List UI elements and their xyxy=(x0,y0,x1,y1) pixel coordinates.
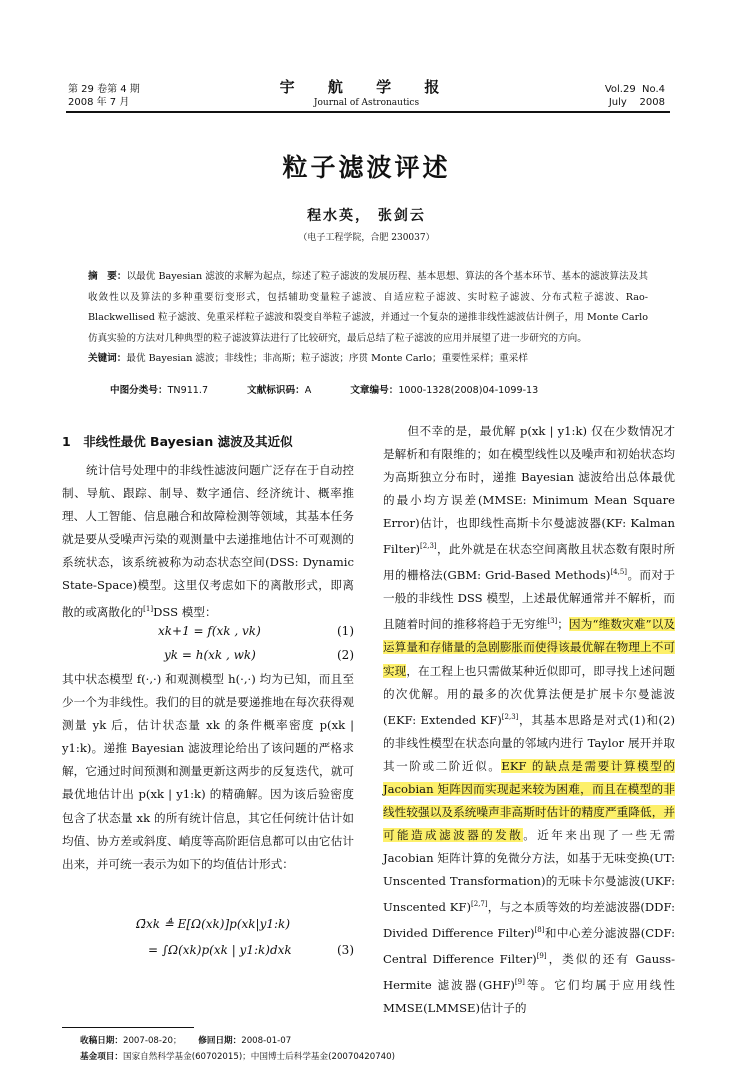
authors: 程水英， 张剑云 xyxy=(307,208,426,224)
received-label: 收稿日期： xyxy=(80,1036,123,1046)
equation-3 xyxy=(62,913,354,971)
affiliation: （电子工程学院，合肥 230037） xyxy=(298,233,435,243)
citation: [2,7] xyxy=(471,900,488,909)
right-column-text xyxy=(383,420,675,1020)
paragraph-text: 等。它们均属于应用线性 MMSE(LMMSE)估计子的 xyxy=(383,978,675,1016)
keywords-label: 关键词： xyxy=(88,353,127,364)
paragraph-text: 。近年来出现了一些无需 Jacobian 矩阵计算的免微分方法，如基于无味变换(UT: Unscented Transformation)的无味卡尔曼滤波(UKF: Unscented KF) xyxy=(383,828,675,915)
paragraph-text: 。而对于一般的非线性 DSS 模型，上述最优解通常并不解析，而且随着时间的推移将趋于无穷维 xyxy=(383,568,675,632)
revised-label: 修回日期： xyxy=(198,1036,242,1046)
equation-1-number: (1) xyxy=(337,624,354,638)
citation: [8] xyxy=(534,926,545,935)
issue-date: 2008 年 7 月 xyxy=(68,97,130,108)
paper-title: 粒子滤波评述 xyxy=(282,153,451,182)
equation-3-line-1: Ω̄xk ≜ E[Ω(xk)]p(xk|y1:k) xyxy=(136,917,291,931)
citation: [4,5] xyxy=(610,568,628,577)
paragraph-text: ； xyxy=(557,617,569,632)
volume-date: July 2008 xyxy=(608,97,665,108)
section-heading: 1 非线性最优 Bayesian 滤波及其近似 xyxy=(62,434,293,449)
funding-text: 国家自然科学基金(60702015)；中国博士后科学基金(20070420740) xyxy=(122,1052,395,1062)
left-column-paragraph-1 xyxy=(62,459,354,624)
received-date: 2007-08-20； xyxy=(122,1036,182,1046)
abstract xyxy=(88,267,648,370)
footnote-funding xyxy=(80,1050,395,1062)
clc-code: TN911.7 xyxy=(167,385,209,396)
equation-1 xyxy=(62,621,354,645)
footnote-dates xyxy=(80,1034,291,1046)
equation-2 xyxy=(62,645,354,669)
revised-date: 2008-01-07 xyxy=(241,1036,292,1046)
paragraph-text-end: DSS 模型： xyxy=(153,604,217,619)
abstract-text: 以最优 Bayesian 滤波的求解为起点，综述了粒子滤波的发展历程、基本思想、算法的各个基本环节、基本的滤波算法及其收敛性以及算法的多种重要衍变形式，包括辅助变量粒子滤波、自适应粒子滤波、实时粒子滤波、分布式粒子滤波、Rao-Blackwellised 粒子滤波、免重采样粒子滤波和裂变自举粒子滤波，并通过一个复杂的递推非线性滤波估计例子，用 Monte Carlo 仿真实验的方法对几种典型的粒子滤波算法进行了比较研究，最后总结了粒子滤波的应用并展望了进一步研究的方向。 xyxy=(88,271,648,344)
volume-issue: 第 29 卷第 4 期 xyxy=(68,84,140,95)
paragraph-text: ，此外就是在状态空间离散且状态数有限时所用的栅格法(GBM: Grid-Based Methods) xyxy=(383,542,675,583)
journal-title-cn: 宇 航 学 报 xyxy=(279,78,454,96)
keywords: 最优 Bayesian 滤波；非线性；非高斯；粒子滤波；序贯 Monte Carlo；重要性采样；重采样 xyxy=(126,353,528,364)
volume-number: Vol.29 No.4 xyxy=(604,84,665,95)
paragraph-text: 和中心差分滤波器(CDF: Central Difference Filter) xyxy=(383,926,675,967)
paragraph-text: 统计信号处理中的非线性滤波问题广泛存在于自动控制、导航、跟踪、制导、数字通信、经济统计、概率推理、人工智能、信息融合和故障检测等领域，其基本任务就是要从受噪声污染的观测量中去递推地估计不可观测的系统状态，该系统被称为动态状态空间(DSS: Dynamic State-Space)模型。这里仅考虑如下的离散形式，即离散的或离散化的 xyxy=(62,463,354,619)
paragraph-text: ，类似的还有 Gauss-Hermite 滤波器(GHF) xyxy=(383,952,675,993)
equation-2-number: (2) xyxy=(337,648,354,662)
paragraph-text: ，其基本思路是对式(1)和(2)的非线性模型在状态向量的邻域内进行 Taylor 展开并取其一阶或二阶近似。 xyxy=(383,712,675,773)
citation: [2,3] xyxy=(420,542,437,551)
header-rule xyxy=(66,111,670,113)
equation-2-body: yk = h(xk , wk) xyxy=(164,648,256,662)
classification-line xyxy=(110,382,574,396)
highlighted-text: 因为“维数灾难”以及运算量和存储量的急剧膨胀而使得该最优解在物理上不可实现 xyxy=(383,617,675,678)
paragraph-text: ，在工程上也只需做某种近似即可，即寻找上述问题的次优解。用的最多的次优算法便是扩展卡尔曼滤波(EKF: Extended KF) xyxy=(383,663,675,727)
citation: [2,3] xyxy=(501,712,519,721)
funding-label: 基金项目： xyxy=(80,1052,123,1062)
doc-code-label: 文献标识码： xyxy=(247,385,305,396)
citation: [1] xyxy=(143,604,154,613)
paragraph-text: 但不幸的是，最优解 p(xk | y1:k) 仅在少数情况才是解析和有限维的；如在模型线性以及噪声和初始状态均为高斯独立分布时，递推 Bayesian 滤波给出总体最优的最小均方误差(MMSE: Minimum Mean Square Error)估计，也即线性高斯卡尔曼滤波器(KF: Kalman Filter) xyxy=(383,424,675,557)
footnote-rule xyxy=(62,1027,194,1028)
highlighted-text: EKF 的缺点是需要计算模型的 Jacobian 矩阵因而实现起来较为困难，而且在模型的非线性较强以及系统噪声非高斯时估计的精度严重降低，并可能造成滤波器的发散 xyxy=(383,758,675,843)
abstract-label: 摘 要： xyxy=(88,271,127,282)
article-id: 1000-1328(2008)04-1099-13 xyxy=(398,385,539,396)
clc-label: 中图分类号： xyxy=(110,385,168,396)
citation: [3] xyxy=(547,617,558,626)
citation: [9] xyxy=(514,978,525,987)
left-column-paragraph-2 xyxy=(62,668,354,876)
journal-title-en: Journal of Astronautics xyxy=(313,98,420,108)
doc-code: A xyxy=(304,385,312,396)
equation-3-number: (3) xyxy=(337,943,354,957)
citation: [9] xyxy=(536,952,547,961)
article-id-label: 文章编号： xyxy=(350,385,399,396)
paragraph-text: 其中状态模型 f(·,·) 和观测模型 h(·,·) 均为已知，而且至少一个为非线性。我们的目的就是要递推地在每次获得观测量 yk 后，估计状态量 xk 的条件概率密度 p(xk | y1:k)。递推 Bayesian 滤波理论给出了该问题的严格求解，它通过时间预测和测量更新这两步的反复迭代，就可最优地估计出 p(xk | y1:k) 的精确解。因为该后验密度包含了状态量 xk 的所有统计信息，其它任何统计估计如均值、协方差或斜度、峭度等高阶距信息都可以由它估计出来，并可统一表示为如下的均值估计形式： xyxy=(62,672,354,871)
equation-3-line-2: = ∫Ω(xk)p(xk | y1:k)dxk xyxy=(148,943,292,957)
volume-info-en xyxy=(605,83,665,109)
equation-1-body: xk+1 = f(xk , vk) xyxy=(158,624,261,638)
paragraph-text: ，与之本质等效的均差滤波器(DDF: Divided Difference Filter) xyxy=(383,900,675,941)
